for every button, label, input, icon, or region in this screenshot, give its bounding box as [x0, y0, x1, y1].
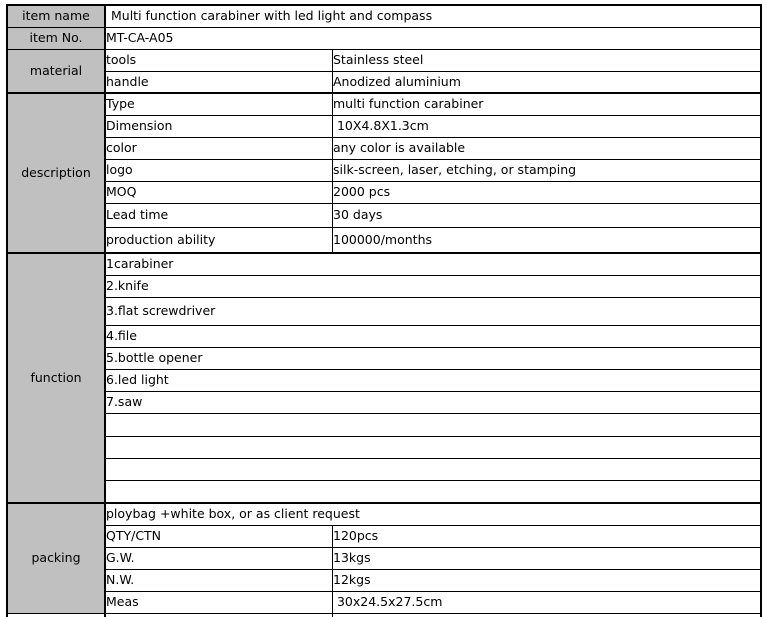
description-value: 2000 pcs: [333, 184, 391, 199]
section-divider: [6, 252, 762, 254]
section-divider: [6, 502, 762, 504]
row-divider: [105, 525, 761, 526]
description-value: 30 days: [333, 207, 383, 222]
function-item: 2.knife: [106, 278, 149, 293]
description-key: production ability: [106, 232, 216, 247]
function-item: [105, 413, 761, 436]
packing-summary: ploybag +white box, or as client request: [106, 506, 360, 521]
row-divider: [105, 436, 761, 437]
function-item: 7.saw: [106, 394, 143, 409]
function-item: [105, 458, 761, 480]
packing-value: 30x24.5x27.5cm: [333, 594, 443, 609]
packing-label: packing: [7, 503, 105, 613]
packing-value: 13kgs: [333, 550, 371, 565]
row-divider: [105, 203, 761, 204]
row-divider: [105, 458, 761, 459]
description-value: any color is available: [333, 140, 466, 155]
material-value: Anodized aluminium: [333, 74, 461, 89]
description-key: logo: [106, 162, 133, 177]
description-value: 100000/months: [333, 232, 433, 247]
row-divider: [105, 71, 761, 72]
item-name-value: Multi function carabiner with led light and compass: [111, 8, 433, 23]
row-divider: [105, 591, 761, 592]
row-divider: [105, 547, 761, 548]
function-item: 6.led light: [106, 372, 169, 387]
function-item: [105, 436, 761, 458]
function-label: function: [7, 253, 105, 503]
description-key: Type: [106, 96, 135, 111]
function-item: 4.file: [106, 328, 137, 343]
row-divider: [105, 480, 761, 481]
table-border-top: [6, 4, 762, 6]
row-divider: [105, 347, 761, 348]
column-divider: [332, 49, 333, 253]
material-key: tools: [106, 52, 137, 67]
description-key: color: [106, 140, 137, 155]
description-key: MOQ: [106, 184, 137, 199]
item-no-value: MT-CA-A05: [106, 30, 174, 45]
row-divider: [105, 413, 761, 414]
row-divider: [105, 297, 761, 298]
row-divider: [105, 275, 761, 276]
packing-key: QTY/CTN: [106, 528, 162, 543]
material-value: Stainless steel: [333, 52, 424, 67]
row-divider: [105, 227, 761, 228]
item-name-label: item name: [7, 5, 105, 27]
description-key: Lead time: [106, 207, 169, 222]
row-divider: [105, 159, 761, 160]
column-divider: [332, 525, 333, 617]
row-divider: [105, 181, 761, 182]
section-divider: [6, 92, 762, 94]
row-divider: [105, 391, 761, 392]
row-divider: [6, 613, 762, 614]
description-value: 10X4.8X1.3cm: [333, 118, 429, 133]
function-item: 1carabiner: [106, 256, 174, 271]
row-divider: [105, 115, 761, 116]
material-key: handle: [106, 74, 149, 89]
function-item: 3.flat screwdriver: [106, 303, 216, 318]
description-key: Dimension: [106, 118, 173, 133]
packing-key: N.W.: [106, 572, 135, 587]
description-label: description: [7, 93, 105, 253]
row-divider: [105, 369, 761, 370]
row-divider: [105, 569, 761, 570]
function-item: 5.bottle opener: [106, 350, 203, 365]
packing-key: Meas: [106, 594, 139, 609]
table-border-left: [6, 4, 8, 617]
description-value: multi function carabiner: [333, 96, 484, 111]
row-divider: [6, 27, 762, 28]
material-label: material: [7, 49, 105, 93]
row-divider: [105, 137, 761, 138]
packing-value: 12kgs: [333, 572, 371, 587]
packing-value: 120pcs: [333, 528, 379, 543]
row-divider: [105, 325, 761, 326]
packing-key: G.W.: [106, 550, 135, 565]
row-divider: [6, 49, 762, 50]
item-no-label: item No.: [7, 27, 105, 49]
description-value: silk-screen, laser, etching, or stamping: [333, 162, 577, 177]
